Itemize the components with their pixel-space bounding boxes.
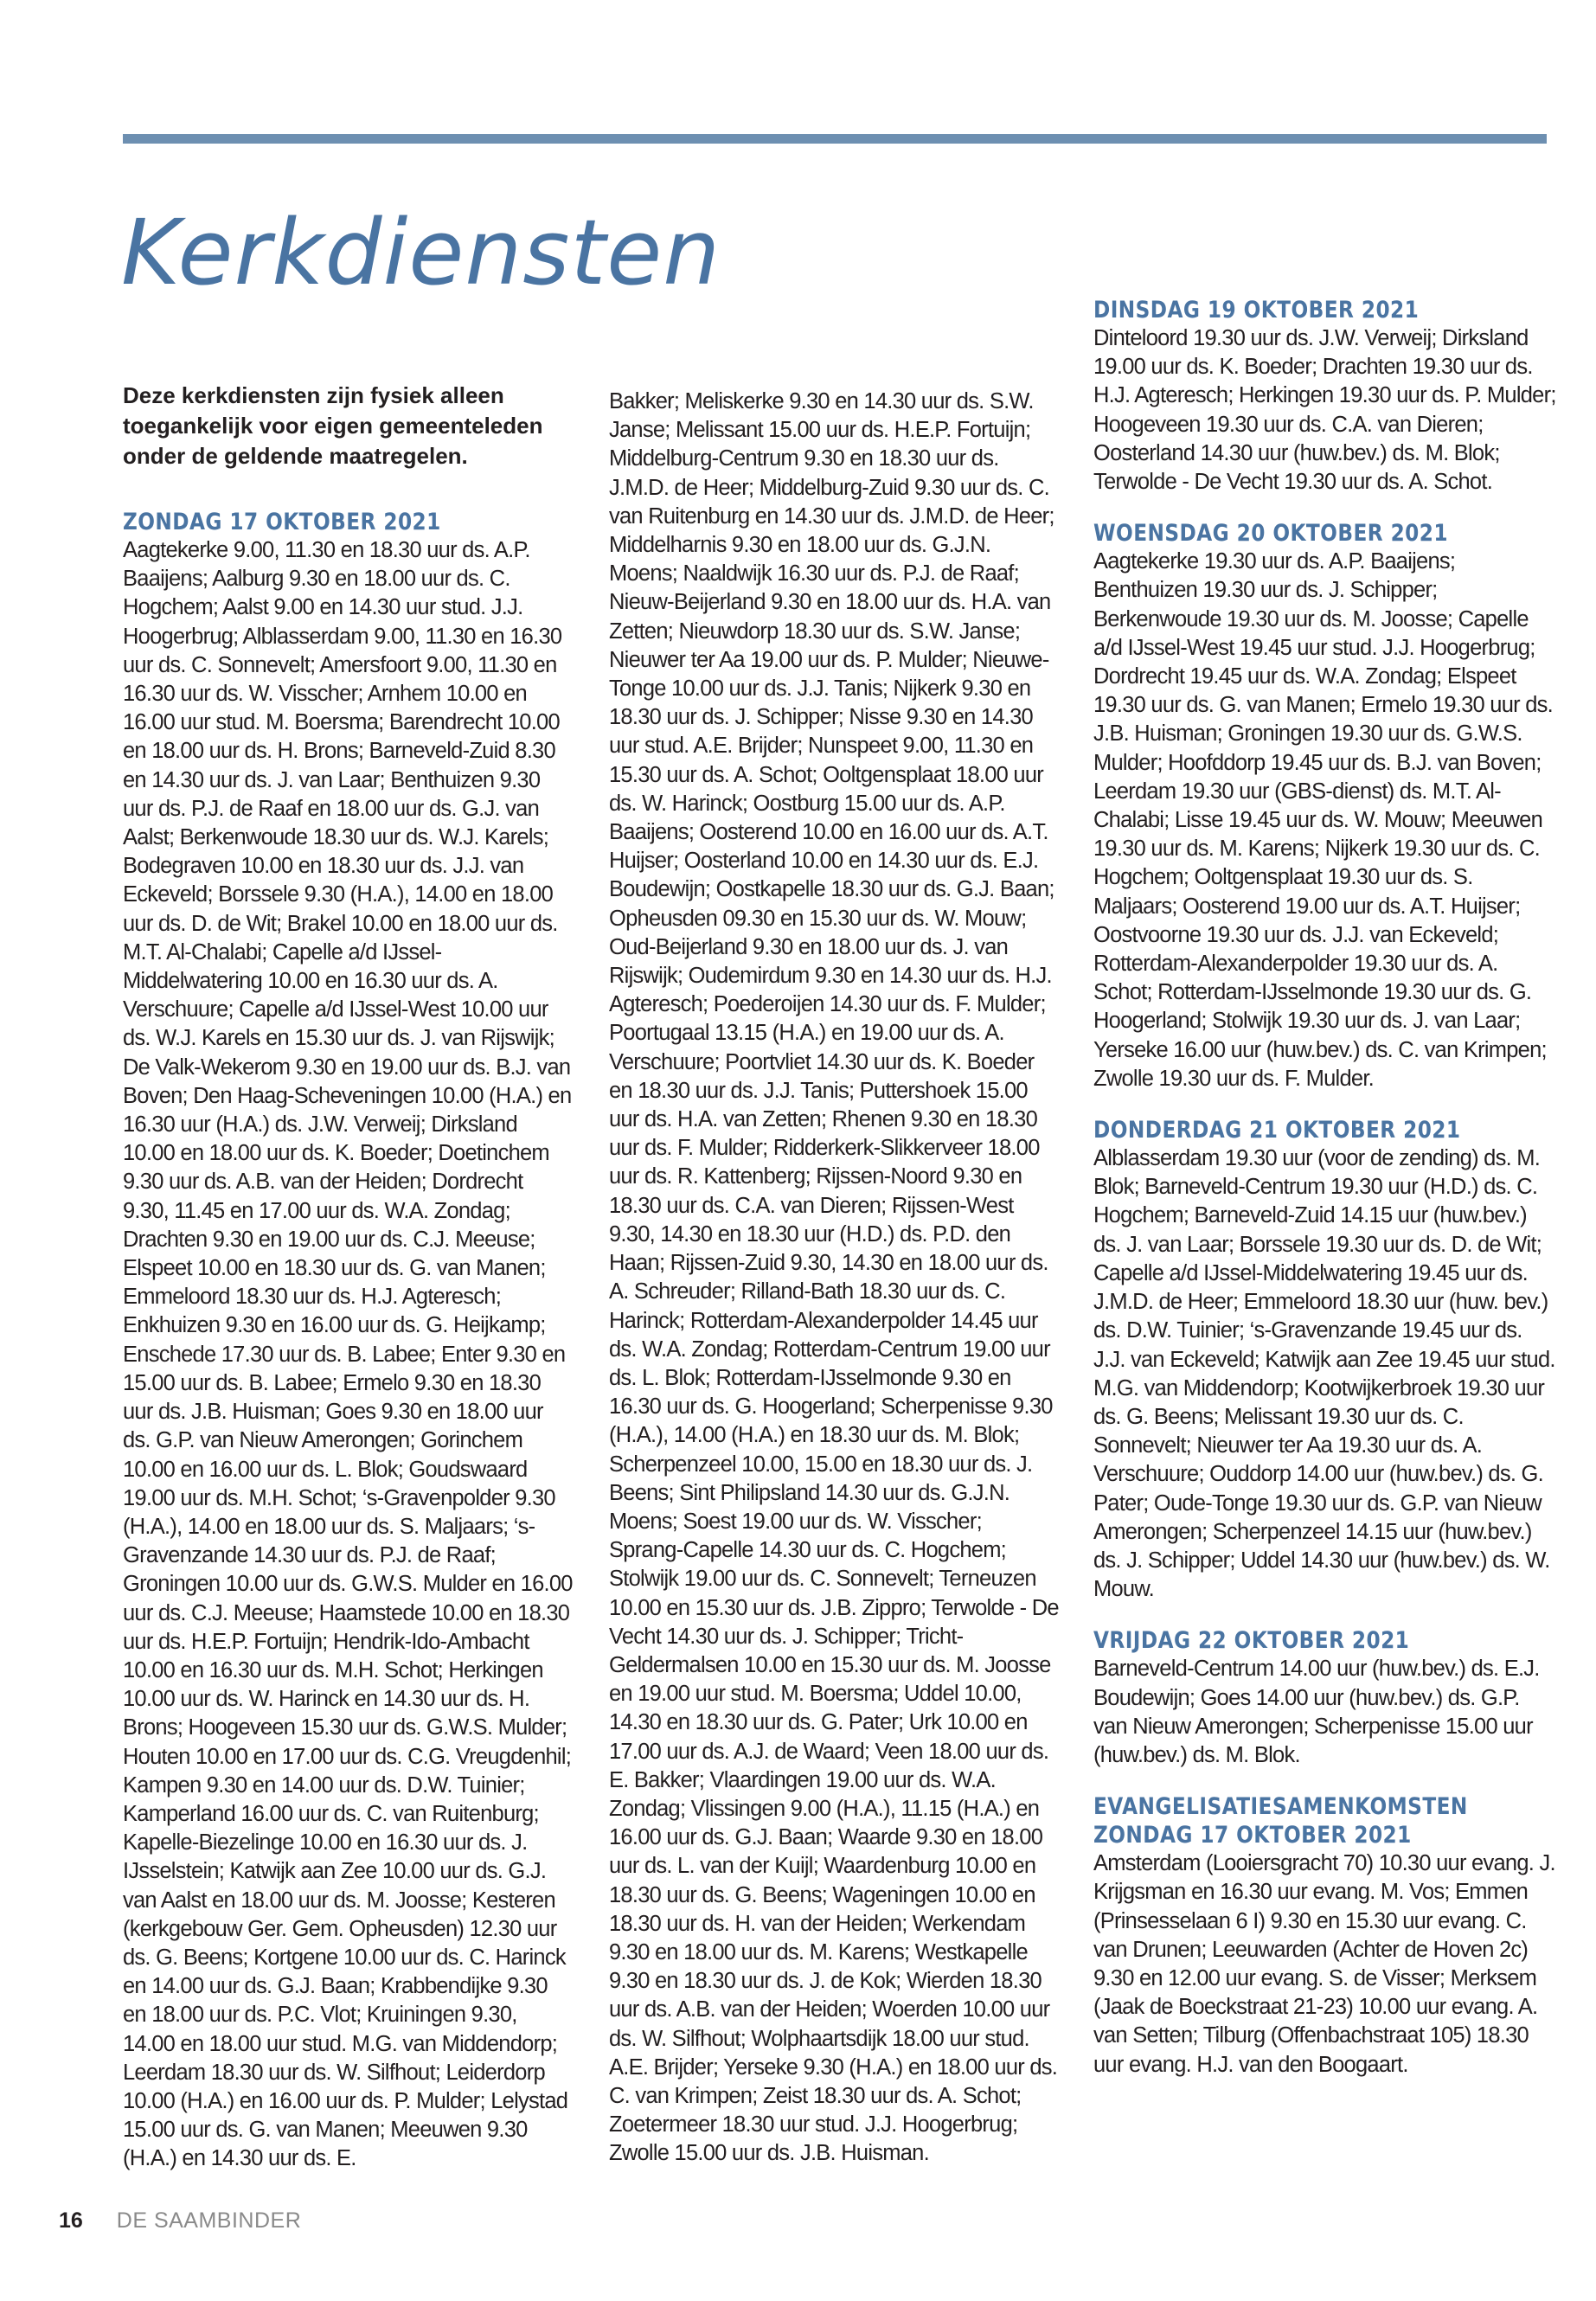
heading-evangelisatie: EVANGELISATIESAMENKOMSTEN <box>1093 1793 1468 1821</box>
heading-woensdag: WOENSDAG 20 OKTOBER 2021 <box>1093 520 1448 548</box>
column-1 <box>123 381 573 2174</box>
top-rule <box>123 134 1547 144</box>
block-woensdag <box>1093 519 1556 1093</box>
block-dinsdag <box>1093 296 1556 497</box>
heading-zondag: ZONDAG 17 OKTOBER 2021 <box>123 509 441 535</box>
heading-donderdag: DONDERDAG 21 OKTOBER 2021 <box>1093 1117 1461 1144</box>
text-donderdag: Alblasserdam 19.30 uur (voor de zending) ds. M. Blok; Barneveld-Centrum 19.30 uur (H.D.) ds. C. Hogchem; Barneveld-Zuid 14.15 uur (huw.bev.) ds. J. van Laar; Borssele 19.30 uur ds. D. de Wit; Capelle a/d IJssel-Middelwatering 19.45 uur ds. J.M.D. de Heer; Emmeloord 18.30 uur (huw. bev.) ds. D.W. Tuinier; ‘s-Gravenzande 19.45 uur ds. J.J. van Eckeveld; Katwijk aan Zee 19.45 uur stud. M.G. van Middendorp; Kootwijkerbroek 19.30 uur ds. G. Beens; Melissant 19.30 uur ds. C. Sonnevelt; Nieuwer ter Aa 19.30 uur ds. A. Verschuure; Ouddorp 14.00 uur (huw.bev.) ds. G. Pater; Oude-Tonge 19.30 uur ds. G.P. van Nieuw Amerongen; Scherpenzeel 14.15 uur (huw.bev.) ds. J. Schipper; Uddel 14.30 uur (huw.bev.) ds. W. Mouw. <box>1093 1146 1555 1602</box>
text-woensdag: Aagtekerke 19.30 uur ds. A.P. Baaijens; Benthuizen 19.30 uur ds. J. Schipper; Berkenwoude 19.30 uur ds. M. Joosse; Capelle a/d IJssel-West 19.45 uur stud. J.J. Hoogerbrug; Dordrecht 19.45 uur ds. W.A. Zondag; Elspeet 19.30 uur ds. G. van Manen; Ermelo 19.30 uur ds. J.B. Huisman; Groningen 19.30 uur ds. G.W.S. Mulder; Hoofddorp 19.45 uur ds. B.J. van Boven; Leerdam 19.30 uur (GBS-dienst) ds. M.T. Al-Chalabi; Lisse 19.45 uur ds. W. Mouw; Meeuwen 19.30 uur ds. M. Karens; Nijkerk 19.30 uur ds. C. Hogchem; Ooltgensplaat 19.30 uur ds. S. Maljaars; Oosterend 19.00 uur ds. A.T. Huijser; Oostvoorne 19.30 uur ds. J.J. van Eckeveld; Rotterdam-Alexanderpolder 19.30 uur ds. A. Schot; Rotterdam-IJsselmonde 19.30 uur ds. G. Hoogerland; Stolwijk 19.30 uur ds. J. van Laar; Yerseke 16.00 uur (huw.bev.) ds. C. van Krimpen; Zwolle 19.30 uur ds. F. Mulder. <box>1093 549 1553 1091</box>
block-vrijdag <box>1093 1626 1556 1770</box>
text-evangelisatie: Amsterdam (Looiersgracht 70) 10.30 uur evang. J. Krijgsman en 16.30 uur evang. M. Vos; Emmen (Prinsesselaan 6 I) 9.30 en 15.30 uur evang. C. van Drunen; Leeuwarden (Achter de Hoven 2c) 9.30 en 12.00 uur evang. S. de Visser; Merksem (Jaak de Boeckstraat 21-23) 10.00 uur evang. A. van Setten; Tilburg (Offenbachstraat 105) 18.30 uur evang. H.J. van den Boogaart. <box>1093 1851 1555 2077</box>
subheading-evangelisatie-date: ZONDAG 17 OKTOBER 2021 <box>1093 1822 1412 1849</box>
block-donderdag <box>1093 1116 1556 1604</box>
heading-dinsdag: DINSDAG 19 OKTOBER 2021 <box>1093 297 1420 324</box>
text-zondag-part2: Bakker; Meliskerke 9.30 en 14.30 uur ds. S.W. Janse; Melissant 15.00 uur ds. H.E.P. Fortuijn; Middelburg-Centrum 9.30 en 18.30 uur ds. J.M.D. de Heer; Middelburg-Zuid 9.30 uur ds. C. van Ruitenburg en 14.30 uur ds. J.M.D. de Heer; Middelharnis 9.30 en 18.00 uur ds. G.J.N. Moens; Naaldwijk 16.30 uur ds. P.J. de Raaf; Nieuw-Beijerland 9.30 en 18.00 uur ds. H.A. van Zetten; Nieuwdorp 18.30 uur ds. S.W. Janse; Nieuwer ter Aa 19.00 uur ds. P. Mulder; Nieuwe-Tonge 10.00 uur ds. J.J. Tanis; Nijkerk 9.30 en 18.30 uur ds. J. Schipper; Nisse 9.30 en 14.30 uur stud. A.E. Brijder; Nunspeet 9.00, 11.30 en 15.30 uur ds. A. Schot; Ooltgensplaat 18.00 uur ds. W. Harinck; Oostburg 15.00 uur ds. A.P. Baaijens; Oosterend 10.00 en 16.00 uur ds. A.T. Huijser; Oosterland 10.00 en 14.30 uur ds. E.J. Boudewijn; Oostkapelle 18.30 uur ds. G.J. Baan; Opheusden 09.30 en 15.30 uur ds. W. Mouw; Oud-Beijerland 9.30 en 18.00 uur ds. J. van Rijswijk; Oudemirdum 9.30 en 14.30 uur ds. H.J. Agteresch; Poederoijen 14.30 uur ds. F. Mulder; Poortugaal 13.15 (H.A.) en 19.00 uur ds. A. Verschuure; Poortvliet 14.30 uur ds. K. Boeder en 18.30 uur ds. J.J. Tanis; Puttershoek 15.00 uur ds. H.A. van Zetten; Rhenen 9.30 en 18.30 uur ds. F. Mulder; Ridderkerk-Slikkerveer 18.00 uur ds. R. Kattenberg; Rijssen-Noord 9.30 en 18.30 uur ds. C.A. van Dieren; Rijssen-West 9.30, 14.30 en 18.30 uur (H.D.) ds. P.D. den Haan; Rijssen-Zuid 9.30, 14.30 en 18.00 uur ds. A. Schreuder; Rilland-Bath 18.30 uur ds. C. Harinck; Rotterdam-Alexanderpolder 14.45 uur ds. W.A. Zondag; Rotterdam-Centrum 19.00 uur ds. L. Blok; Rotterdam-IJsselmonde 9.30 en 16.30 uur ds. G. Hoogerland; Scherpenisse 9.30 (H.A.), 14.00 (H.A.) en 18.30 uur ds. M. Blok; Scherpenzeel 10.00, 15.00 en 18.30 uur ds. J. Beens; Sint Philipsland 14.30 uur ds. G.J.N. Moens; Soest 19.00 uur ds. W. Visscher; Sprang-Capelle 14.30 uur ds. C. Hogchem; Stolwijk 19.00 uur ds. C. Sonnevelt; Terneuzen 10.00 en 15.30 uur ds. J.B. Zippro; Terwolde - De Vecht 14.30 uur ds. J. Schipper; Tricht-Geldermalsen 10.00 en 15.30 uur ds. M. Joosse en 19.00 uur stud. M. Boersma; Uddel 10.00, 14.30 en 18.30 uur ds. G. Pater; Urk 10.00 en 17.00 uur ds. A.J. de Waard; Veen 18.00 uur ds. E. Bakker; Vlaardingen 19.00 uur ds. W.A. Zondag; Vlissingen 9.00 (H.A.), 11.15 (H.A.) en 16.00 uur ds. G.J. Baan; Waarde 9.30 en 18.00 uur ds. L. van der Kuijl; Waardenburg 10.00 en 18.30 uur ds. G. Beens; Wageningen 10.00 en 18.30 uur ds. H. van der Heiden; Werkendam 9.30 en 18.00 uur ds. M. Karens; Westkapelle 9.30 en 18.30 uur ds. J. de Kok; Wierden 18.30 uur ds. A.B. van der Heiden; Woerden 10.00 uur ds. W. Silfhout; Wolphaartsdijk 18.00 uur stud. A.E. Brijder; Yerseke 9.30 (H.A.) en 18.00 uur ds. C. van Krimpen; Zeist 18.30 uur ds. A. Schot; Zoetermeer 18.30 uur stud. J.J. Hoogerbrug; Zwolle 15.00 uur ds. J.B. Huisman. <box>609 389 1059 2166</box>
page-title: Kerkdiensten <box>121 200 721 305</box>
text-zondag-part1: Aagtekerke 9.00, 11.30 en 18.30 uur ds. A.P. Baaijens; Aalburg 9.30 en 18.00 uur ds. C. Hogchem; Aalst 9.00 en 14.30 uur stud. J.J. Hoogerbrug; Alblasserdam 9.00, 11.30 en 16.30 uur ds. C. Sonnevelt; Amersfoort 9.00, 11.30 en 16.30 uur ds. W. Visscher; Arnhem 10.00 en 16.00 uur stud. M. Boersma; Barendrecht 10.00 en 18.00 uur ds. H. Brons; Barneveld-Zuid 8.30 en 14.30 uur ds. J. van Laar; Benthuizen 9.30 uur ds. P.J. de Raaf en 18.00 uur ds. G.J. van Aalst; Berkenwoude 18.30 uur ds. W.J. Karels; Bodegraven 10.00 en 18.30 uur ds. J.J. van Eckeveld; Borssele 9.30 (H.A.), 14.00 en 18.00 uur ds. D. de Wit; Brakel 10.00 en 18.00 uur ds. M.T. Al-Chalabi; Capelle a/d IJssel-Middelwatering 10.00 en 16.30 uur ds. A. Verschuure; Capelle a/d IJssel-West 10.00 uur ds. W.J. Karels en 15.30 uur ds. J. van Rijswijk; De Valk-Wekerom 9.30 en 19.00 uur ds. B.J. van Boven; Den Haag-Scheveningen 10.00 (H.A.) en 16.30 uur (H.A.) ds. J.W. Verweij; Dirksland 10.00 en 18.00 uur ds. K. Boeder; Doetinchem 9.30 uur ds. A.B. van der Heiden; Dordrecht 9.30, 11.45 en 17.00 uur ds. W.A. Zondag; Drachten 9.30 en 19.00 uur ds. C.J. Meeuse; Elspeet 10.00 en 18.30 uur ds. G. van Manen; Emmeloord 18.30 uur ds. H.J. Agteresch; Enkhuizen 9.30 en 16.00 uur ds. G. Heijkamp; Enschede 17.30 uur ds. B. Labee; Enter 9.30 en 15.00 uur ds. B. Labee; Ermelo 9.30 en 18.30 uur ds. J.B. Huisman; Goes 9.30 en 18.00 uur ds. G.P. van Nieuw Amerongen; Gorinchem 10.00 en 16.00 uur ds. L. Blok; Goudswaard 19.00 uur ds. M.H. Schot; ‘s-Gravenpolder 9.30 (H.A.), 14.00 en 18.00 uur ds. S. Maljaars; ‘s-Gravenzande 14.30 uur ds. P.J. de Raaf; Groningen 10.00 uur ds. G.W.S. Mulder en 16.00 uur ds. C.J. Meeuse; Haamstede 10.00 en 18.30 uur ds. H.E.P. Fortuijn; Hendrik-Ido-Ambacht 10.00 en 16.30 uur ds. M.H. Schot; Herkingen 10.00 uur ds. W. Harinck en 14.30 uur ds. H. Brons; Hoogeveen 15.30 uur ds. G.W.S. Mulder; Houten 10.00 en 17.00 uur ds. C.G. Vreugdenhil; Kampen 9.30 en 14.00 uur ds. D.W. Tuinier; Kamperland 16.00 uur ds. C. van Ruitenburg; Kapelle-Biezelinge 10.00 en 16.30 uur ds. J. IJsselstein; Katwijk aan Zee 10.00 uur ds. G.J. van Aalst en 18.00 uur ds. M. Joosse; Kesteren (kerkgebouw Ger. Gem. Opheusden) 12.30 uur ds. G. Beens; Kortgene 10.00 uur ds. C. Harinck en 14.00 uur ds. G.J. Baan; Krabbendijke 9.30 en 18.00 uur ds. P.C. Vlot; Kruiningen 9.30, 14.00 en 18.00 uur stud. M.G. van Middendorp; Leerdam 18.30 uur ds. W. Silfhout; Leiderdorp 10.00 (H.A.) en 16.00 uur ds. P. Mulder; Lelystad 15.00 uur ds. G. van Manen; Meeuwen 9.30 (H.A.) en 14.30 uur ds. E. <box>123 538 573 2171</box>
text-vrijdag: Barneveld-Centrum 14.00 uur (huw.bev.) ds. E.J. Boudewijn; Goes 14.00 uur (huw.bev.) ds. G.P. van Nieuw Amerongen; Scherpenisse 15.00 uur (huw.bev.) ds. M. Blok. <box>1093 1657 1540 1767</box>
block-evangelisatie <box>1093 1792 1556 2080</box>
page-footer <box>59 2208 301 2234</box>
column-2 <box>609 388 1059 2169</box>
column-3 <box>1093 296 1556 2102</box>
publication-name: DE SAAMBINDER <box>116 2208 302 2233</box>
heading-vrijdag: VRIJDAG 22 OKTOBER 2021 <box>1093 1627 1410 1655</box>
intro-text: Deze kerkdiensten zijn fysiek alleen toegankelijk voor eigen gemeenteleden onder de geldende maatregelen. <box>123 382 543 469</box>
text-dinsdag: Dinteloord 19.30 uur ds. J.W. Verweij; Dirksland 19.00 uur ds. K. Boeder; Drachten 19.30 uur ds. H.J. Agteresch; Herkingen 19.30 uur ds. P. Mulder; Hoogeveen 19.30 uur ds. C.A. van Dieren; Oosterland 14.30 uur (huw.bev.) ds. M. Blok; Terwolde - De Vecht 19.30 uur ds. A. Schot. <box>1093 326 1556 495</box>
page-number: 16 <box>59 2208 83 2233</box>
